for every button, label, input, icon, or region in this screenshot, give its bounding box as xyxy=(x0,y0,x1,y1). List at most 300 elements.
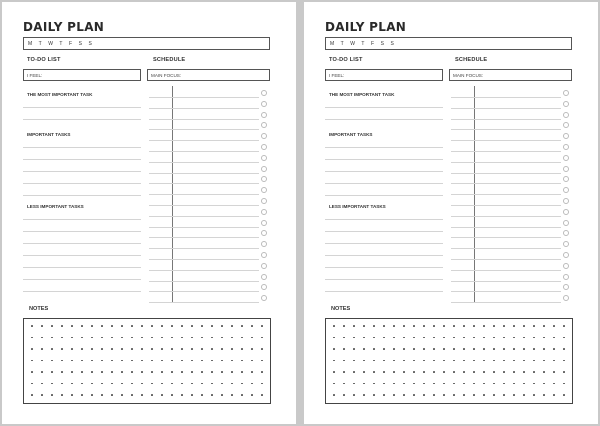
task-line[interactable] xyxy=(23,119,141,120)
grid-dot xyxy=(333,325,335,327)
grid-dot xyxy=(171,325,173,327)
schedule-line[interactable] xyxy=(451,151,561,152)
grid-dot xyxy=(261,383,263,385)
schedule-checkbox[interactable] xyxy=(563,90,569,96)
grid-dot xyxy=(41,348,43,350)
grid-dot xyxy=(211,348,213,350)
grid-dot xyxy=(413,348,415,350)
grid-dot xyxy=(413,360,415,362)
less-important-tasks-label: LESS IMPORTANT TASKS xyxy=(329,204,386,209)
grid-dot xyxy=(131,371,133,373)
grid-dot xyxy=(41,360,43,362)
grid-dot xyxy=(111,383,113,385)
grid-dot xyxy=(433,371,435,373)
grid-dot xyxy=(483,337,485,339)
grid-dot xyxy=(343,325,345,327)
grid-dot xyxy=(423,348,425,350)
grid-dot xyxy=(543,348,545,350)
task-line[interactable] xyxy=(23,183,141,184)
schedule-line[interactable] xyxy=(149,140,259,141)
grid-dot xyxy=(251,360,253,362)
grid-dot xyxy=(463,360,465,362)
grid-dot xyxy=(181,348,183,350)
schedule-line[interactable] xyxy=(149,302,259,303)
grid-dot xyxy=(191,394,193,396)
grid-dot xyxy=(171,360,173,362)
grid-dot xyxy=(231,348,233,350)
grid-dot xyxy=(261,360,263,362)
schedule-checkbox[interactable] xyxy=(563,133,569,139)
grid-dot xyxy=(71,394,73,396)
grid-dot xyxy=(211,360,213,362)
grid-dot xyxy=(453,383,455,385)
grid-dot xyxy=(533,394,535,396)
task-line[interactable] xyxy=(325,171,443,172)
grid-dot xyxy=(111,325,113,327)
task-line[interactable] xyxy=(23,147,141,148)
grid-dot xyxy=(523,360,525,362)
grid-dot xyxy=(131,348,133,350)
grid-dot xyxy=(191,360,193,362)
grid-dot xyxy=(543,325,545,327)
schedule-checkbox[interactable] xyxy=(563,263,569,269)
grid-dot xyxy=(51,360,53,362)
grid-dot xyxy=(343,360,345,362)
task-line[interactable] xyxy=(325,231,443,232)
grid-dot xyxy=(261,337,263,339)
schedule-checkbox[interactable] xyxy=(563,166,569,172)
page-title: DAILY PLAN xyxy=(325,20,407,34)
grid-dot xyxy=(151,371,153,373)
grid-dot xyxy=(493,360,495,362)
grid-dot xyxy=(41,394,43,396)
grid-dot xyxy=(201,325,203,327)
notes-label: NOTES xyxy=(29,306,49,312)
grid-dot xyxy=(543,371,545,373)
schedule-line[interactable] xyxy=(451,216,561,217)
schedule-line[interactable] xyxy=(451,259,561,260)
task-line[interactable] xyxy=(325,267,443,268)
grid-dot xyxy=(141,360,143,362)
grid-dot xyxy=(221,394,223,396)
grid-dot xyxy=(171,348,173,350)
schedule-line[interactable] xyxy=(451,227,561,228)
schedule-checkbox[interactable] xyxy=(261,133,267,139)
grid-dot xyxy=(563,325,565,327)
grid-dot xyxy=(31,383,33,385)
grid-dot xyxy=(151,394,153,396)
grid-dot xyxy=(413,394,415,396)
grid-dot xyxy=(141,337,143,339)
grid-dot xyxy=(543,383,545,385)
schedule-checkbox[interactable] xyxy=(563,252,569,258)
task-line[interactable] xyxy=(325,243,443,244)
grid-dot xyxy=(333,383,335,385)
schedule-checkbox[interactable] xyxy=(261,166,267,172)
main-focus-field[interactable]: MAIN FOCUS: xyxy=(147,69,270,81)
grid-dot xyxy=(553,394,555,396)
grid-dot xyxy=(333,371,335,373)
grid-dot xyxy=(493,348,495,350)
task-line[interactable] xyxy=(23,195,141,196)
grid-dot xyxy=(241,383,243,385)
grid-dot xyxy=(31,337,33,339)
schedule-line[interactable] xyxy=(149,216,259,217)
grid-dot xyxy=(473,360,475,362)
grid-dot xyxy=(493,371,495,373)
grid-dot xyxy=(363,337,365,339)
grid-dot xyxy=(31,348,33,350)
grid-dot xyxy=(251,348,253,350)
grid-dot xyxy=(41,325,43,327)
grid-dot xyxy=(241,337,243,339)
schedule-line[interactable] xyxy=(149,205,259,206)
grid-dot xyxy=(171,383,173,385)
schedule-checkbox[interactable] xyxy=(261,90,267,96)
grid-dot xyxy=(111,348,113,350)
grid-dot xyxy=(433,348,435,350)
grid-dot xyxy=(111,394,113,396)
grid-dot xyxy=(553,325,555,327)
schedule-checkbox[interactable] xyxy=(261,144,267,150)
grid-dot xyxy=(221,348,223,350)
grid-dot xyxy=(51,348,53,350)
schedule-checkbox[interactable] xyxy=(563,198,569,204)
grid-dot xyxy=(241,394,243,396)
grid-dot xyxy=(131,325,133,327)
schedule-line[interactable] xyxy=(149,227,259,228)
grid-dot xyxy=(423,383,425,385)
grid-dot xyxy=(181,371,183,373)
grid-dot xyxy=(513,383,515,385)
task-line[interactable] xyxy=(325,159,443,160)
grid-dot xyxy=(503,371,505,373)
grid-dot xyxy=(403,383,405,385)
notes-dot-grid[interactable] xyxy=(23,318,271,404)
grid-dot xyxy=(453,371,455,373)
grid-dot xyxy=(131,360,133,362)
schedule-line[interactable] xyxy=(451,162,561,163)
schedule-checkbox[interactable] xyxy=(563,230,569,236)
grid-dot xyxy=(393,394,395,396)
grid-dot xyxy=(463,337,465,339)
grid-dot xyxy=(121,383,123,385)
grid-dot xyxy=(231,337,233,339)
grid-dot xyxy=(483,383,485,385)
schedule-line[interactable] xyxy=(451,183,561,184)
task-line[interactable] xyxy=(23,219,141,220)
grid-dot xyxy=(383,383,385,385)
schedule-line[interactable] xyxy=(149,183,259,184)
schedule-checkbox[interactable] xyxy=(261,176,267,182)
grid-dot xyxy=(423,360,425,362)
grid-dot xyxy=(343,337,345,339)
grid-dot xyxy=(363,360,365,362)
schedule-checkbox[interactable] xyxy=(261,252,267,258)
grid-dot xyxy=(201,383,203,385)
grid-dot xyxy=(503,360,505,362)
schedule-checkbox[interactable] xyxy=(261,209,267,215)
schedule-checkbox[interactable] xyxy=(261,155,267,161)
grid-dot xyxy=(31,371,33,373)
schedule-checkbox[interactable] xyxy=(563,241,569,247)
grid-dot xyxy=(533,371,535,373)
schedule-checkbox[interactable] xyxy=(563,295,569,301)
grid-dot xyxy=(563,394,565,396)
task-line[interactable] xyxy=(23,159,141,160)
grid-dot xyxy=(61,360,63,362)
grid-dot xyxy=(563,360,565,362)
weekday-selector[interactable]: M T W T F S S xyxy=(325,37,572,50)
schedule-checkbox[interactable] xyxy=(563,187,569,193)
grid-dot xyxy=(261,394,263,396)
feel-field[interactable]: I FEEL: xyxy=(23,69,141,81)
schedule-checkbox[interactable] xyxy=(261,198,267,204)
most-important-task-label: THE MOST IMPORTANT TASK xyxy=(27,92,93,97)
grid-dot xyxy=(403,371,405,373)
schedule-checkbox[interactable] xyxy=(563,112,569,118)
grid-dot xyxy=(453,360,455,362)
schedule-checkbox[interactable] xyxy=(261,274,267,280)
schedule-line[interactable] xyxy=(451,140,561,141)
task-line[interactable] xyxy=(23,267,141,268)
grid-dot xyxy=(171,337,173,339)
schedule-line[interactable] xyxy=(149,119,259,120)
task-line[interactable] xyxy=(325,107,443,108)
grid-dot xyxy=(131,394,133,396)
schedule-line[interactable] xyxy=(149,97,259,98)
grid-dot xyxy=(181,360,183,362)
grid-dot xyxy=(473,394,475,396)
schedule-line[interactable] xyxy=(149,173,259,174)
grid-dot xyxy=(403,348,405,350)
grid-dot xyxy=(81,383,83,385)
grid-dot xyxy=(51,325,53,327)
grid-dot xyxy=(81,348,83,350)
schedule-line[interactable] xyxy=(149,162,259,163)
task-line[interactable] xyxy=(325,183,443,184)
schedule-checkbox[interactable] xyxy=(563,144,569,150)
grid-dot xyxy=(161,360,163,362)
grid-dot xyxy=(191,371,193,373)
schedule-checkbox[interactable] xyxy=(261,101,267,107)
grid-dot xyxy=(181,383,183,385)
task-line[interactable] xyxy=(325,195,443,196)
grid-dot xyxy=(523,371,525,373)
grid-dot xyxy=(393,360,395,362)
grid-dot xyxy=(343,371,345,373)
task-line[interactable] xyxy=(23,171,141,172)
grid-dot xyxy=(31,325,33,327)
grid-dot xyxy=(483,325,485,327)
grid-dot xyxy=(383,360,385,362)
grid-dot xyxy=(483,348,485,350)
grid-dot xyxy=(473,383,475,385)
schedule-checkbox[interactable] xyxy=(563,220,569,226)
grid-dot xyxy=(453,337,455,339)
grid-dot xyxy=(161,371,163,373)
grid-dot xyxy=(61,394,63,396)
schedule-line[interactable] xyxy=(451,97,561,98)
schedule-checkbox[interactable] xyxy=(261,220,267,226)
grid-dot xyxy=(91,325,93,327)
grid-dot xyxy=(91,348,93,350)
grid-dot xyxy=(533,383,535,385)
grid-dot xyxy=(241,325,243,327)
grid-dot xyxy=(533,348,535,350)
grid-dot xyxy=(221,337,223,339)
grid-dot xyxy=(51,371,53,373)
feel-field[interactable]: I FEEL: xyxy=(325,69,443,81)
grid-dot xyxy=(403,337,405,339)
schedule-line[interactable] xyxy=(149,281,259,282)
schedule-checkbox[interactable] xyxy=(563,155,569,161)
grid-dot xyxy=(553,348,555,350)
grid-dot xyxy=(513,337,515,339)
schedule-line[interactable] xyxy=(149,259,259,260)
grid-dot xyxy=(413,325,415,327)
task-line[interactable] xyxy=(23,291,141,292)
grid-dot xyxy=(121,394,123,396)
weekday-selector[interactable]: M T W T F S S xyxy=(23,37,270,50)
schedule-checkbox[interactable] xyxy=(261,187,267,193)
grid-dot xyxy=(353,383,355,385)
schedule-checkbox[interactable] xyxy=(563,101,569,107)
grid-dot xyxy=(121,325,123,327)
task-line[interactable] xyxy=(23,231,141,232)
grid-dot xyxy=(161,394,163,396)
grid-dot xyxy=(231,360,233,362)
grid-dot xyxy=(393,325,395,327)
grid-dot xyxy=(111,371,113,373)
grid-dot xyxy=(343,348,345,350)
schedule-checkbox[interactable] xyxy=(261,241,267,247)
grid-dot xyxy=(343,394,345,396)
grid-dot xyxy=(533,360,535,362)
grid-dot xyxy=(473,348,475,350)
task-line[interactable] xyxy=(23,107,141,108)
task-line[interactable] xyxy=(23,279,141,280)
grid-dot xyxy=(161,383,163,385)
schedule-line[interactable] xyxy=(149,194,259,195)
schedule-line[interactable] xyxy=(451,291,561,292)
grid-dot xyxy=(383,337,385,339)
task-line[interactable] xyxy=(325,147,443,148)
grid-dot xyxy=(171,371,173,373)
schedule-checkbox[interactable] xyxy=(563,274,569,280)
grid-dot xyxy=(343,383,345,385)
grid-dot xyxy=(231,325,233,327)
task-line[interactable] xyxy=(325,255,443,256)
schedule-checkbox[interactable] xyxy=(261,122,267,128)
task-line[interactable] xyxy=(23,243,141,244)
schedule-checkbox[interactable] xyxy=(261,284,267,290)
grid-dot xyxy=(473,325,475,327)
schedule-checkbox[interactable] xyxy=(261,112,267,118)
grid-dot xyxy=(353,325,355,327)
main-focus-field[interactable]: MAIN FOCUS: xyxy=(449,69,572,81)
grid-dot xyxy=(101,360,103,362)
grid-dot xyxy=(493,394,495,396)
grid-dot xyxy=(191,325,193,327)
schedule-checkbox[interactable] xyxy=(563,284,569,290)
task-line[interactable] xyxy=(325,119,443,120)
grid-dot xyxy=(333,360,335,362)
schedule-checkbox[interactable] xyxy=(563,122,569,128)
schedule-line[interactable] xyxy=(149,270,259,271)
grid-dot xyxy=(433,383,435,385)
schedule-line[interactable] xyxy=(451,108,561,109)
grid-dot xyxy=(463,371,465,373)
schedule-line[interactable] xyxy=(451,248,561,249)
schedule-line[interactable] xyxy=(451,281,561,282)
grid-dot xyxy=(191,337,193,339)
task-line[interactable] xyxy=(325,291,443,292)
schedule-line[interactable] xyxy=(149,248,259,249)
grid-dot xyxy=(373,360,375,362)
grid-dot xyxy=(141,348,143,350)
schedule-line[interactable] xyxy=(451,194,561,195)
schedule-line[interactable] xyxy=(451,270,561,271)
schedule-line[interactable] xyxy=(451,237,561,238)
schedule-line[interactable] xyxy=(149,108,259,109)
schedule-line[interactable] xyxy=(149,237,259,238)
grid-dot xyxy=(91,371,93,373)
task-line[interactable] xyxy=(325,219,443,220)
schedule-checkbox[interactable] xyxy=(261,263,267,269)
grid-dot xyxy=(363,394,365,396)
grid-dot xyxy=(121,337,123,339)
grid-dot xyxy=(423,337,425,339)
grid-dot xyxy=(131,337,133,339)
schedule-checkbox[interactable] xyxy=(261,295,267,301)
schedule-checkbox[interactable] xyxy=(563,209,569,215)
grid-dot xyxy=(261,348,263,350)
schedule-line[interactable] xyxy=(451,119,561,120)
task-line[interactable] xyxy=(23,255,141,256)
most-important-task-label: THE MOST IMPORTANT TASK xyxy=(329,92,395,97)
grid-dot xyxy=(333,337,335,339)
grid-dot xyxy=(493,337,495,339)
grid-dot xyxy=(543,360,545,362)
schedule-checkbox[interactable] xyxy=(563,176,569,182)
grid-dot xyxy=(443,325,445,327)
notes-dot-grid[interactable] xyxy=(325,318,573,404)
grid-dot xyxy=(463,325,465,327)
grid-dot xyxy=(443,394,445,396)
grid-dot xyxy=(403,360,405,362)
grid-dot xyxy=(553,360,555,362)
grid-dot xyxy=(161,325,163,327)
schedule-line[interactable] xyxy=(451,302,561,303)
grid-dot xyxy=(141,383,143,385)
schedule-checkbox[interactable] xyxy=(261,230,267,236)
schedule-line[interactable] xyxy=(451,129,561,130)
grid-dot xyxy=(503,383,505,385)
schedule-line[interactable] xyxy=(149,291,259,292)
schedule-line[interactable] xyxy=(451,205,561,206)
grid-dot xyxy=(503,325,505,327)
schedule-line[interactable] xyxy=(149,129,259,130)
schedule-line[interactable] xyxy=(149,151,259,152)
grid-dot xyxy=(101,383,103,385)
grid-dot xyxy=(211,337,213,339)
schedule-line[interactable] xyxy=(451,173,561,174)
grid-dot xyxy=(81,371,83,373)
grid-dot xyxy=(513,371,515,373)
task-line[interactable] xyxy=(325,279,443,280)
grid-dot xyxy=(523,394,525,396)
